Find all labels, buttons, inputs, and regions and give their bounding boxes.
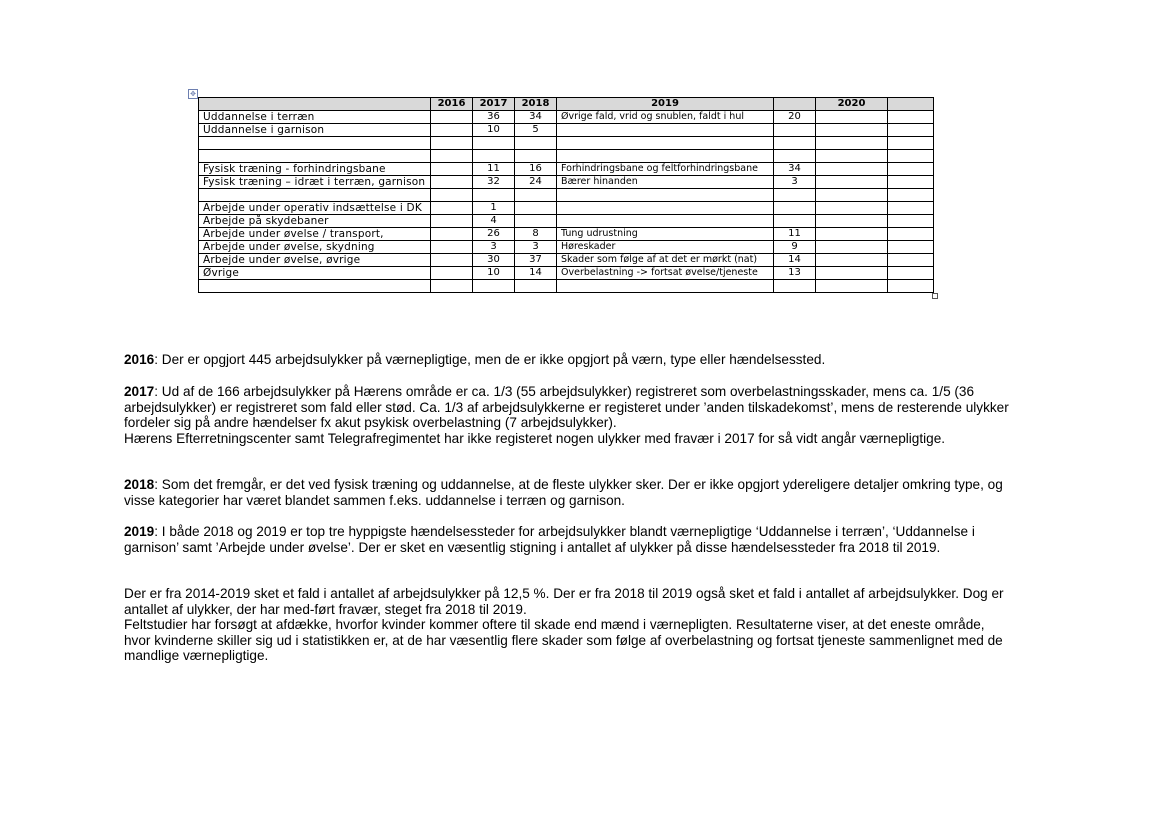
table-cell — [888, 111, 934, 124]
table-cell — [515, 189, 557, 202]
table-cell: 37 — [515, 254, 557, 267]
table-cell — [557, 124, 774, 137]
table-cell — [888, 202, 934, 215]
paragraph-2018-body: : Som det fremgår, er det ved fysisk træning og uddannelse, at de fleste ulykker sker. Der er ikke opgjort ydereligere detaljer omkring type, og visse kategorier har været blandet sammen f.eks. uddannelse i terræn og garnison. — [124, 477, 1003, 508]
year-label-2016: 2016 — [124, 352, 155, 367]
table-cell: 11 — [774, 228, 816, 241]
table-cell: Arbejde under operativ indsættelse i DK — [199, 202, 431, 215]
table-cell: 10 — [473, 267, 515, 280]
table-cell — [557, 150, 774, 163]
table-cell: Overbelastning -> fortsat øvelse/tjeneste — [557, 267, 774, 280]
paragraph-field-studies: Feltstudier har forsøgt at afdække, hvorfor kvinder kommer oftere til skade end mænd i værnepligten. Resultaterne viser, at det eneste område, hvor kvinderne skiller sig ud i statistikken er, at de har væsentlig flere skader som følge af overbelastning og fortsat tjeneste sammenlignet med de mandlige værnepligtige. — [124, 617, 1003, 664]
table-cell — [557, 189, 774, 202]
year-label-2017: 2017 — [124, 384, 155, 399]
table-cell — [888, 254, 934, 267]
table-cell: 34 — [774, 163, 816, 176]
table-cell — [816, 202, 888, 215]
header-2018: 2018 — [515, 98, 557, 111]
table-row — [199, 228, 934, 241]
table-cell — [774, 150, 816, 163]
table-cell: 9 — [774, 241, 816, 254]
paragraph-2018 — [124, 477, 1014, 508]
table-cell — [816, 111, 888, 124]
table-cell: 1 — [473, 202, 515, 215]
table-cell: 14 — [515, 267, 557, 280]
table-row — [199, 176, 934, 189]
table-cell — [515, 215, 557, 228]
paragraph-trend — [124, 586, 1014, 664]
table-cell — [888, 267, 934, 280]
table-cell — [431, 176, 473, 189]
table-cell: Skader som følge af at det er mørkt (nat) — [557, 254, 774, 267]
table-cell: 32 — [473, 176, 515, 189]
table-row — [199, 254, 934, 267]
table-cell — [888, 241, 934, 254]
table-cell: Fysisk træning – idræt i terræn, garnison — [199, 176, 431, 189]
table-cell: Arbejde under øvelse, øvrige — [199, 254, 431, 267]
table-cell — [515, 150, 557, 163]
table-cell: 3 — [774, 176, 816, 189]
table-cell: 20 — [774, 111, 816, 124]
table-cell: Bærer hinanden — [557, 176, 774, 189]
table-cell: 10 — [473, 124, 515, 137]
table-cell — [431, 137, 473, 150]
table-cell: Arbejde under øvelse / transport, — [199, 228, 431, 241]
year-label-2018: 2018 — [124, 477, 155, 492]
table-cell — [431, 280, 473, 293]
year-label-2019: 2019 — [124, 524, 155, 539]
table-cell — [431, 254, 473, 267]
table-cell — [473, 280, 515, 293]
table-cell — [888, 124, 934, 137]
table-row — [199, 137, 934, 150]
table-cell — [888, 228, 934, 241]
table-cell — [888, 137, 934, 150]
table-cell — [816, 267, 888, 280]
table-row — [199, 267, 934, 280]
table-cell — [816, 176, 888, 189]
table-cell: 34 — [515, 111, 557, 124]
table-cell — [774, 137, 816, 150]
table-cell: Fysisk træning - forhindringsbane — [199, 163, 431, 176]
table-cell: 13 — [774, 267, 816, 280]
table-cell: 14 — [774, 254, 816, 267]
table-cell: 3 — [473, 241, 515, 254]
table-cell: 30 — [473, 254, 515, 267]
table-cell — [515, 137, 557, 150]
table-row — [199, 111, 934, 124]
table-cell: 16 — [515, 163, 557, 176]
table-cell — [816, 228, 888, 241]
table-cell — [816, 137, 888, 150]
table-cell: Høreskader — [557, 241, 774, 254]
paragraph-2019-body: : I både 2018 og 2019 er top tre hyppigste hændelsessteder for arbejdsulykker blandt værnepligtige ‘Uddannelse i terræn’, ‘Uddannelse i garnison’ samt ’Arbejde under øvelse’. Der er sket en væsentlig stigning i antallet af ulykker på disse hændelsessteder fra 2018 til 2019. — [124, 524, 975, 555]
table-row — [199, 150, 934, 163]
table-cell: Forhindringsbane og feltforhindringsbane — [557, 163, 774, 176]
table-cell — [431, 163, 473, 176]
table-cell: 4 — [473, 215, 515, 228]
accident-table — [198, 97, 934, 293]
table-cell: Øvrige — [199, 267, 431, 280]
table-row — [199, 163, 934, 176]
table-cell — [199, 137, 431, 150]
table-cell — [816, 124, 888, 137]
table-cell — [774, 215, 816, 228]
table-cell — [816, 280, 888, 293]
table-cell — [431, 150, 473, 163]
header-2016: 2016 — [431, 98, 473, 111]
table-cell — [888, 215, 934, 228]
header-2020: 2020 — [816, 98, 888, 111]
paragraph-2017 — [124, 384, 1014, 446]
table-row — [199, 280, 934, 293]
table-cell — [816, 215, 888, 228]
table-cell — [557, 215, 774, 228]
paragraph-2016 — [124, 352, 1014, 368]
table-cell — [816, 150, 888, 163]
table-cell — [816, 241, 888, 254]
table-move-handle-icon[interactable]: ✥ — [188, 89, 198, 99]
table-cell — [774, 280, 816, 293]
header-category — [199, 98, 431, 111]
table-cell: Arbejde på skydebaner — [199, 215, 431, 228]
paragraph-2016-body: : Der er opgjort 445 arbejdsulykker på værnepligtige, men de er ikke opgjort på værn, type eller hændelsessted. — [154, 352, 826, 367]
table-cell — [431, 124, 473, 137]
table-cell — [431, 189, 473, 202]
table-cell: Tung udrustning — [557, 228, 774, 241]
table-cell — [515, 280, 557, 293]
table-cell — [888, 163, 934, 176]
header-2019: 2019 — [557, 98, 774, 111]
table-cell — [431, 267, 473, 280]
table-cell — [774, 124, 816, 137]
table-cell: 11 — [473, 163, 515, 176]
table-cell — [431, 202, 473, 215]
table-cell: Arbejde under øvelse, skydning — [199, 241, 431, 254]
table-cell: Uddannelse i terræn — [199, 111, 431, 124]
table-cell: 8 — [515, 228, 557, 241]
table-cell: 24 — [515, 176, 557, 189]
table-row — [199, 241, 934, 254]
table-cell — [199, 280, 431, 293]
paragraph-2019 — [124, 524, 1014, 555]
table-cell — [473, 137, 515, 150]
table-cell — [888, 176, 934, 189]
header-2020-count — [888, 98, 934, 111]
table-resize-handle[interactable] — [932, 293, 938, 299]
table-row — [199, 189, 934, 202]
paragraph-2017-extra: Hærens Efterretningscenter samt Telegrafregimentet har ikke registeret nogen ulykker med fravær i 2017 for så vidt angår værnepligtige. — [124, 430, 946, 446]
paragraph-2017-body: : Ud af de 166 arbejdsulykker på Hærens område er ca. 1/3 (55 arbejdsulykker) registreret som overbelastningsskader, mens ca. 1/5 (36 arbejdsulykker) er registreret som fald eller stød. Ca. 1/3 af arbejdsulykkerne er registeret under ’anden tilskadekomst’, mens de resterende ulykker fordeler sig på andre hændelser fx akut psykisk overbelastning (7 arbejdsulykker). — [124, 384, 1009, 431]
table-header-row — [199, 98, 934, 111]
table-cell — [431, 241, 473, 254]
header-2017: 2017 — [473, 98, 515, 111]
table-cell — [816, 163, 888, 176]
table-cell — [888, 189, 934, 202]
table-cell — [774, 189, 816, 202]
table-cell: Øvrige fald, vrid og snublen, faldt i hul — [557, 111, 774, 124]
table-cell: 5 — [515, 124, 557, 137]
table-cell — [888, 280, 934, 293]
table-cell — [557, 202, 774, 215]
table-cell — [557, 280, 774, 293]
table-cell — [774, 202, 816, 215]
table-cell — [557, 137, 774, 150]
table-cell: 26 — [473, 228, 515, 241]
table-cell — [473, 150, 515, 163]
table-cell — [431, 228, 473, 241]
table-cell — [816, 254, 888, 267]
table-cell — [473, 189, 515, 202]
table-cell — [431, 215, 473, 228]
table-cell — [431, 111, 473, 124]
table-cell: 36 — [473, 111, 515, 124]
header-2019-count — [774, 98, 816, 111]
table-cell — [199, 150, 431, 163]
table-row — [199, 124, 934, 137]
table-row — [199, 202, 934, 215]
paragraph-trend-body: Der er fra 2014-2019 sket et fald i antallet af arbejdsulykker på 12,5 %. Der er fra 2018 til 2019 også sket et fald i antallet af arbejdsulykker. Dog er antallet af ulykker, der har med-ført fravær, steget fra 2018 til 2019. — [124, 586, 1004, 617]
table-row — [199, 215, 934, 228]
table-cell: 3 — [515, 241, 557, 254]
table-cell — [199, 189, 431, 202]
table-cell: Uddannelse i garnison — [199, 124, 431, 137]
table-cell — [515, 202, 557, 215]
table-cell — [888, 150, 934, 163]
table-cell — [816, 189, 888, 202]
